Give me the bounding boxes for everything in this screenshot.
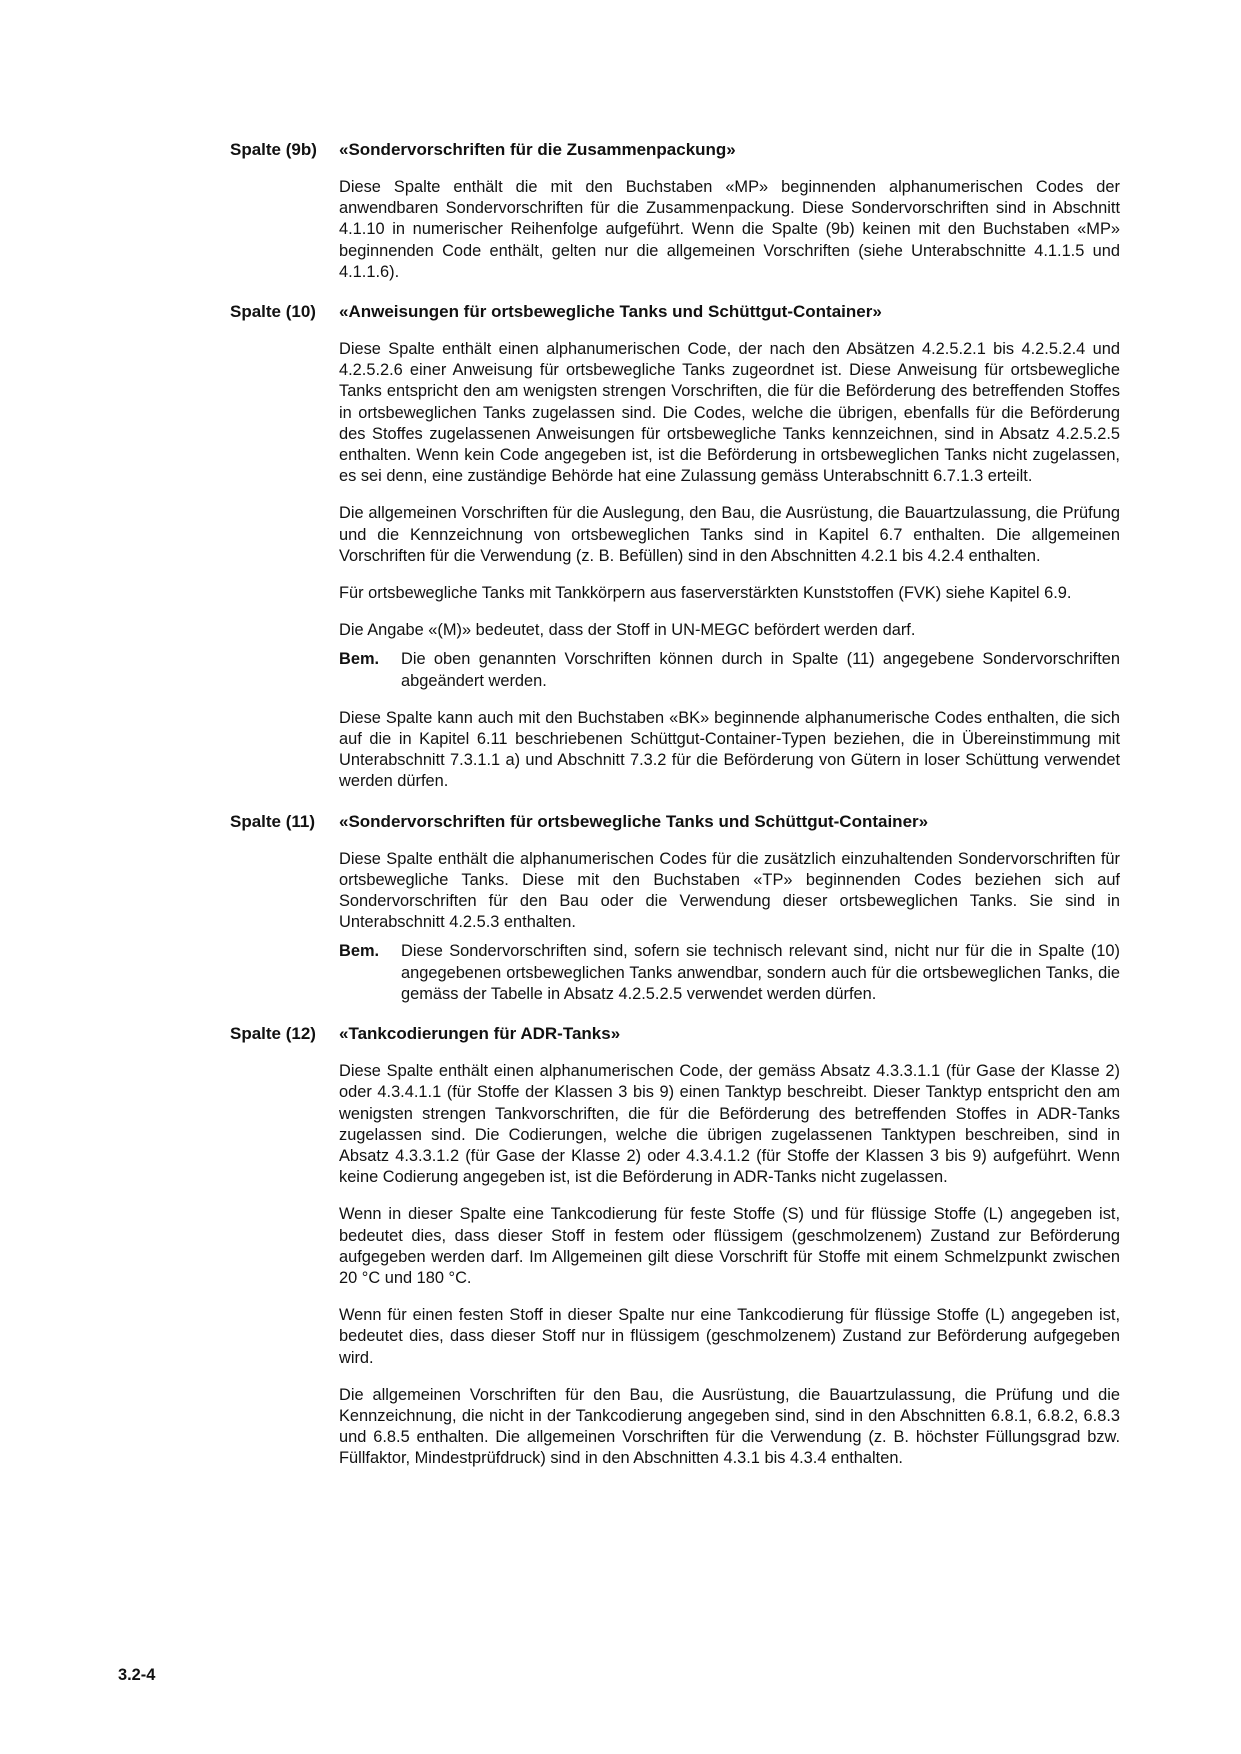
section-heading <box>230 1023 1120 1045</box>
section-heading <box>230 139 1120 161</box>
column-label: Spalte (9b) <box>230 140 317 159</box>
section <box>230 139 1120 283</box>
section-body <box>339 339 1120 793</box>
paragraph: Wenn in dieser Spalte eine Tankcodierung für feste Stoffe (S) und für flüssige Stoffe (L) angegeben ist, bedeutet dies, dass dieser Stoff in festem oder flüssigem (geschmolzenem) Zustand zur Beförderung aufgegeben werden darf. Im Allgemeinen gilt diese Vorschrift für Stoffe mit einem Schmelzpunkt zwischen 20 °C und 180 °C. <box>339 1205 1120 1287</box>
paragraph: Für ortsbewegliche Tanks mit Tankkörpern aus faserverstärkten Kunststoffen (FVK) siehe Kapitel 6.9. <box>339 584 1072 603</box>
note-text: Diese Sondervorschriften sind, sofern sie technisch relevant sind, nicht nur für die in Spalte (10) angegebenen ortsbeweglichen Tanks anwendbar, sondern auch für die ortsbeweglichen Tanks, die gemäss der Tabelle in Absatz 4.2.5.2.5 verwendet werden dürfen. <box>401 942 1120 1003</box>
paragraph: Diese Spalte kann auch mit den Buchstaben «BK» beginnende alphanumerische Codes enthalten, die sich auf die in Kapitel 6.11 beschriebenen Schüttgut-Container-Typen beziehen, die in Übereinstimmung mit Unterabschnitt 7.3.1.1 a) und Abschnitt 7.3.2 für die Beförderung von Gütern in loser Schüttung verwendet werden dürfen. <box>339 708 1120 791</box>
section-title: «Sondervorschriften für die Zusammenpackung» <box>339 140 736 159</box>
section-title: «Tankcodierungen für ADR-Tanks» <box>339 1024 621 1044</box>
section-title: «Sondervorschriften für ortsbewegliche Tanks und Schüttgut-Container» <box>339 811 929 831</box>
section <box>230 1023 1120 1469</box>
paragraph: Diese Spalte enthält einen alphanumerischen Code, der nach den Absätzen 4.2.5.2.1 bis 4.2.5.2.4 und 4.2.5.2.6 einer Anweisung für ortsbewegliche Tanks zugeordnet ist. Diese Anweisung für ortsbewegliche Tanks entspricht den am wenigsten strengen Vorschriften, die für die Beförderung des betreffenden Stoffes in ortsbeweglichen Tanks zugelassen sind. Die Codes, welche die übrigen, ebenfalls für die Beförderung des Stoffes zugelassenen Anweisungen für ortsbewegliche Tanks kennzeichnen, sind in Absatz 4.2.5.2.5 enthalten. Wenn kein Code angegeben ist, ist die Beförderung in ortsbeweglichen Tanks nicht zugelassen, es sei denn, eine zuständige Behörde hat eine Zulassung gemäss Unterabschnitt 6.7.1.3 erteilt. <box>339 340 1120 486</box>
paragraph: Die allgemeinen Vorschriften für die Auslegung, den Bau, die Ausrüstung, die Bauartzulassung, die Prüfung und die Kennzeichnung von ortsbeweglichen Tanks sind in Kapitel 6.7 enthalten. Die allgemeinen Vorschriften für die Verwendung (z. B. Befüllen) sind in den Abschnitten 4.2.1 bis 4.2.4 enthalten. <box>339 504 1120 565</box>
document-body <box>230 139 1120 1488</box>
note <box>339 941 1120 1005</box>
paragraph: Diese Spalte enthält die alphanumerischen Codes für die zusätzlich einzuhaltenden Sondervorschriften für ortsbewegliche Tanks. Diese mit den Buchstaben «TP» beginnenden Codes beziehen sich auf Sondervorschriften für den Bau oder die Verwendung dieser ortsbeweglichen Tanks. Sie sind in Unterabschnitt 4.2.5.3 enthalten. <box>339 849 1120 932</box>
note-text: Die oben genannten Vorschriften können durch in Spalte (11) angegebene Sondervorschriften abgeändert werden. <box>401 650 1120 690</box>
section-heading <box>230 301 1120 323</box>
section-body <box>339 1061 1120 1469</box>
section <box>230 811 1120 1005</box>
section-title: «Anweisungen für ortsbewegliche Tanks und Schüttgut-Container» <box>339 302 882 322</box>
paragraph: Die allgemeinen Vorschriften für den Bau, die Ausrüstung, die Bauartzulassung, die Prüfung und die Kennzeichnung, die nicht in der Tankcodierung angegeben sind, sind in den Abschnitten 6.8.1, 6.8.2, 6.8.3 und 6.8.5 enthalten. Die allgemeinen Vorschriften für die Verwendung (z. B. höchster Füllungsgrad bzw. Füllfaktor, Mindestprüfdruck) sind in den Abschnitten 4.3.1 bis 4.3.4 enthalten. <box>339 1385 1120 1468</box>
section-body <box>339 849 1120 1005</box>
paragraph: Die Angabe «(M)» bedeutet, dass der Stoff in UN-MEGC befördert werden darf. <box>339 621 916 640</box>
note <box>339 649 1120 691</box>
column-label: Spalte (11) <box>230 811 316 831</box>
paragraph: Diese Spalte enthält die mit den Buchstaben «MP» beginnenden alphanumerischen Codes der anwendbaren Sondervorschriften für die Zusammenpackung. Diese Sondervorschriften sind in Abschnitt 4.1.10 in numerischer Reihenfolge aufgeführt. Wenn die Spalte (9b) keinen mit den Buchstaben «MP» beginnenden Code enthält, gelten nur die allgemeinen Vorschriften (siehe Unterabschnitte 4.1.1.5 und 4.1.1.6). <box>339 178 1120 281</box>
paragraph: Wenn für einen festen Stoff in dieser Spalte nur eine Tankcodierung für flüssige Stoffe (L) angegeben ist, bedeutet dies, dass dieser Stoff nur in flüssigem (geschmolzenem) Zustand zur Beförderung aufgegeben wird. <box>339 1306 1120 1367</box>
section-heading <box>230 811 1120 833</box>
section <box>230 301 1120 793</box>
paragraph: Diese Spalte enthält einen alphanumerischen Code, der gemäss Absatz 4.3.3.1.1 (für Gase der Klasse 2) oder 4.3.4.1.1 (für Stoffe der Klassen 3 bis 9) einen Tanktyp beschreibt. Dieser Tanktyp entspricht den am wenigsten strengen Tankvorschriften, die für die Beförderung des betreffenden Stoffes in ADR-Tanks zugelassen sind. Die Codierungen, welche die übrigen zugelassenen Tanktypen beschreiben, sind in Absatz 4.3.3.1.2 (für Gase der Klasse 2) oder 4.3.4.1.2 (für Stoffe der Klassen 3 bis 9) aufgeführt. Wenn keine Codierung angegeben ist, ist die Beförderung in ADR-Tanks nicht zugelassen. <box>339 1062 1120 1187</box>
note-label: Bem. <box>339 942 380 961</box>
column-label: Spalte (10) <box>230 302 316 322</box>
note-label: Bem. <box>339 650 380 669</box>
section-body <box>339 177 1120 283</box>
column-label: Spalte (12) <box>230 1024 316 1044</box>
page-number: 3.2-4 <box>118 1666 156 1684</box>
